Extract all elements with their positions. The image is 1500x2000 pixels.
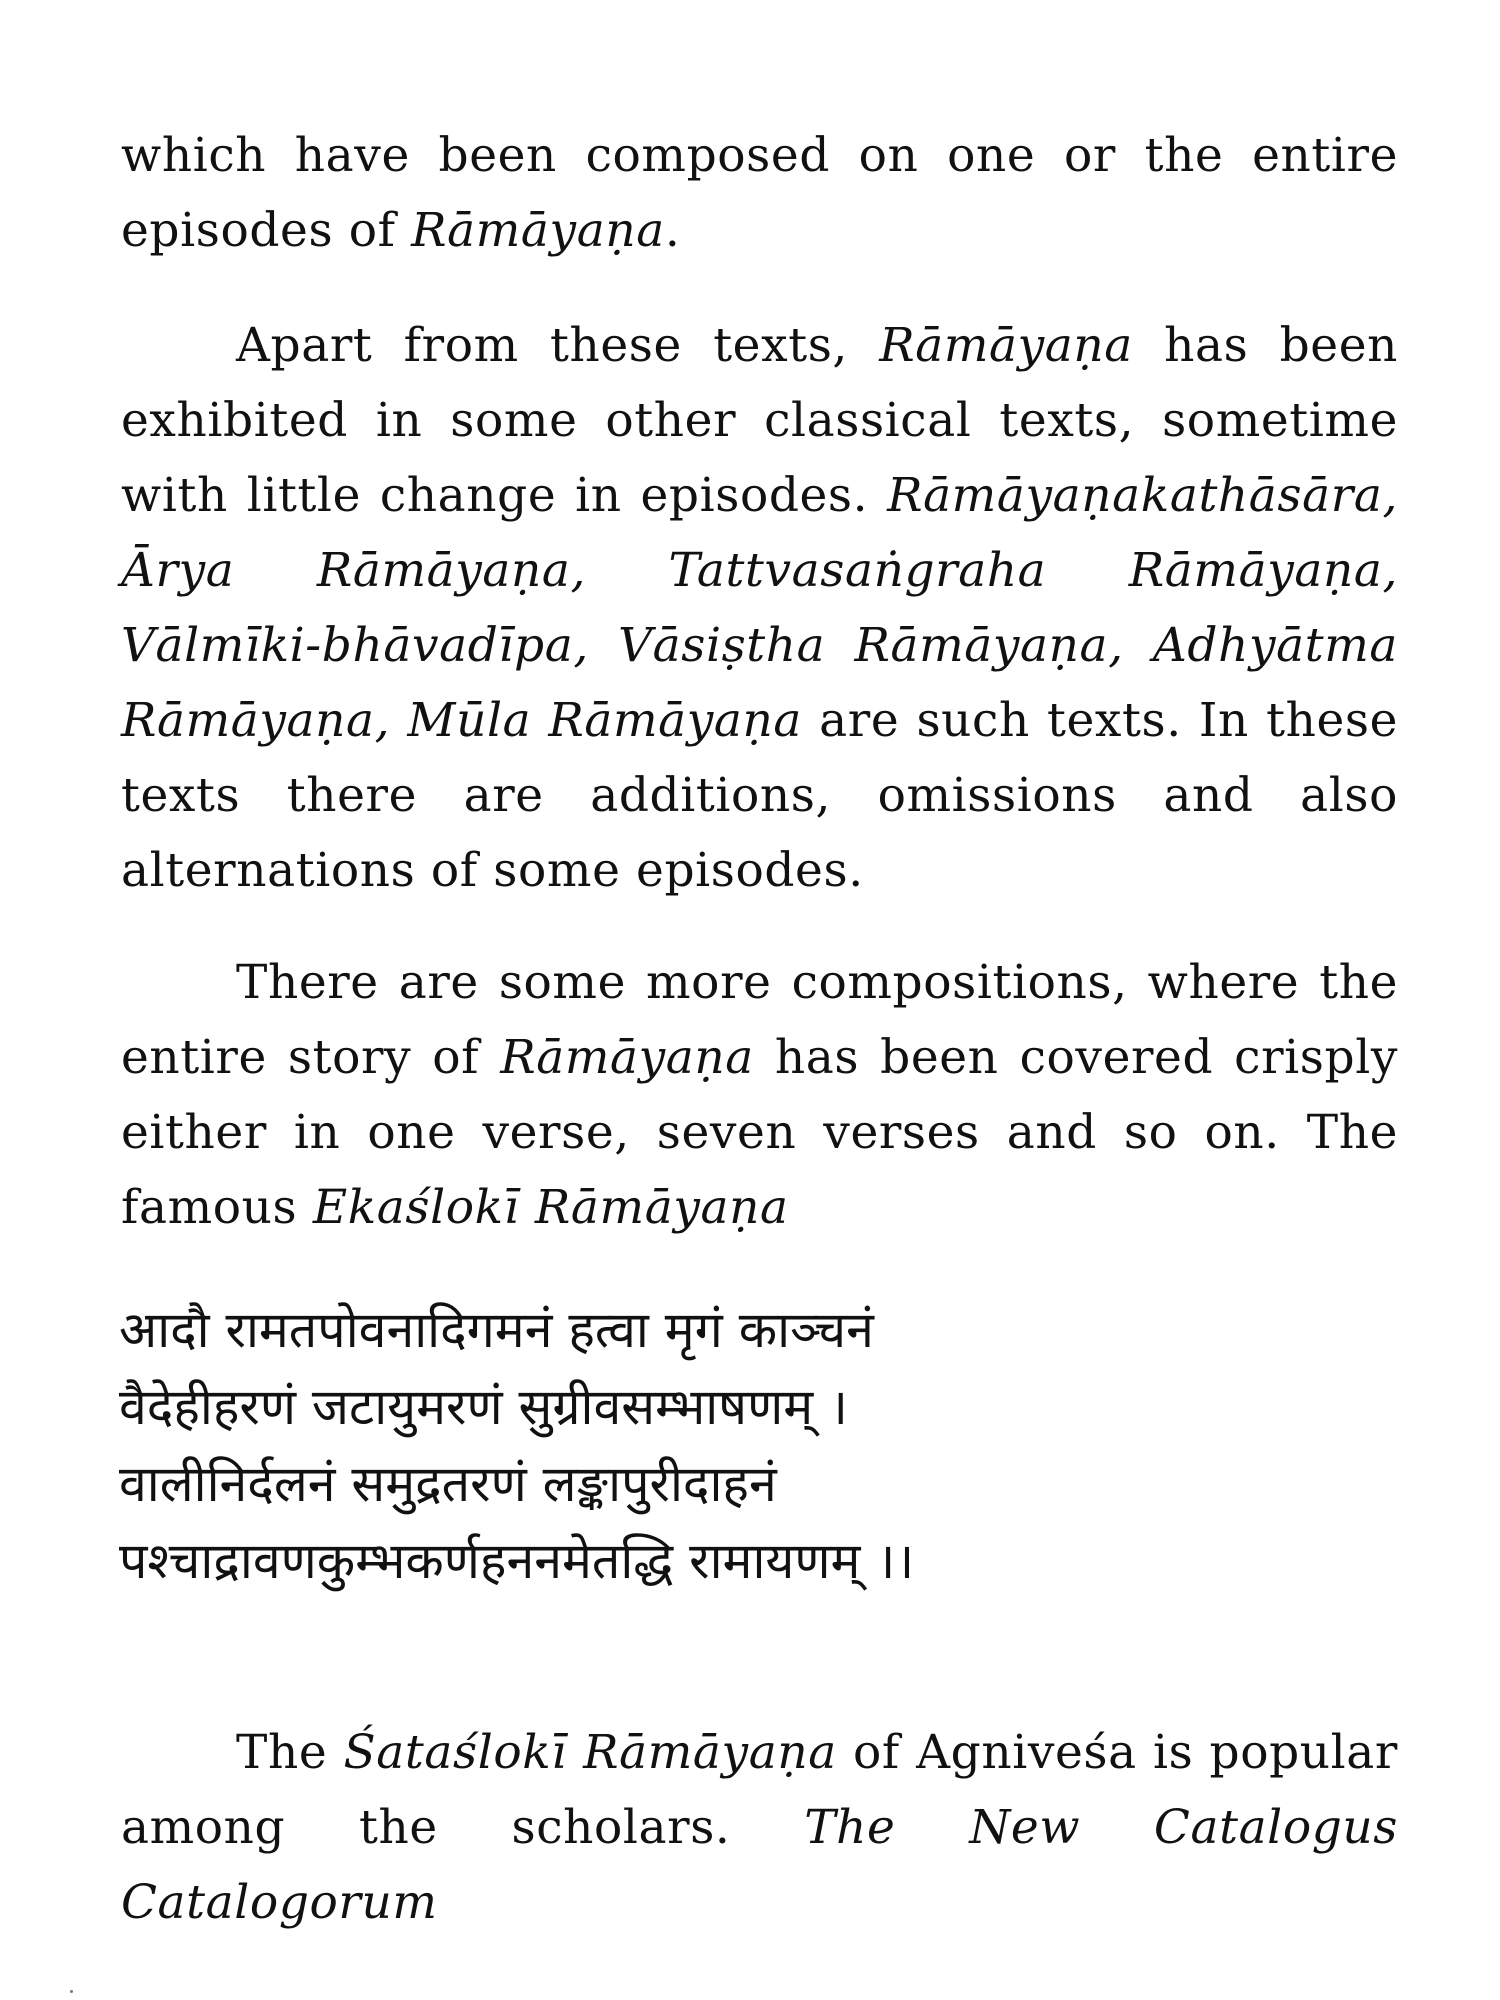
paragraph-continuation	[121, 118, 1398, 268]
para3-italic-a: Rāmāyaṇa	[500, 1030, 754, 1085]
paragraph-classical-texts	[121, 308, 1398, 908]
para4-text-a: The	[236, 1725, 344, 1780]
para4-text-b: of Agniveśa is popular among the scholars.	[121, 1725, 1398, 1855]
paragraph-compositions	[121, 945, 1398, 1245]
verse-line-3: वालीनिर्दलनं समुद्रतरणं लङ्कापुरीदाहनं	[119, 1455, 777, 1513]
para1-text-b: .	[664, 203, 681, 258]
verse-line-4: पश्चाद्रावणकुम्भकर्णहननमेतद्धि रामायणम् ।।	[119, 1532, 915, 1590]
para2-italic-a: Rāmāyaṇa	[879, 318, 1133, 373]
para1-text-a: which have been composed on one or the entire episodes of	[121, 128, 1398, 258]
para1-italic-a: Rāmāyaṇa	[411, 203, 665, 258]
para2-text-a: Apart from these texts,	[236, 318, 880, 373]
para4-italic-b: The New Catalogus Catalogorum	[121, 1800, 1398, 1930]
scan-speck	[70, 1990, 73, 1993]
sanskrit-verse	[119, 1292, 1319, 1600]
paragraph-shatashloki	[121, 1715, 1398, 1940]
para3-italic-b: Ekaślokī Rāmāyaṇa	[312, 1180, 789, 1235]
para2-italic-b: Rāmāyaṇakathāsāra, Ārya Rāmāyaṇa, Tattvasaṅgraha Rāmāyaṇa, Vālmīki-bhāvadīpa, Vāsiṣtha Rāmāyaṇa, Adhyātma Rāmāyaṇa, Mūla Rāmāyaṇa	[121, 468, 1398, 748]
para2-text-b: has been exhibited in some other classical texts, sometime with little change in episodes.	[121, 318, 1398, 523]
verse-line-1: आदौ रामतपोवनादिगमनं हत्वा मृगं काञ्चनं	[119, 1301, 874, 1359]
para4-italic-a: Śataślokī Rāmāyaṇa	[343, 1725, 837, 1780]
para3-text-b: has been covered crisply either in one verse, seven verses and so on. The famous	[121, 1030, 1398, 1235]
para3-text-a: There are some more compositions, where the entire story of	[121, 955, 1398, 1085]
para2-text-c: are such texts. In these texts there are additions, omissions and also alternations of some episodes.	[121, 693, 1398, 898]
verse-line-2: वैदेहीहरणं जटायुमरणं सुग्रीवसम्भाषणम् ।	[119, 1378, 848, 1436]
